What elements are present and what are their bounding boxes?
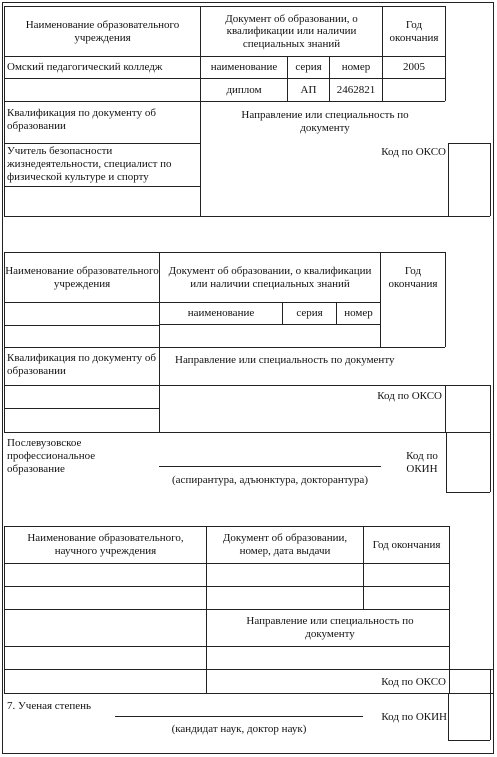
header-year: Год окончания <box>389 18 439 44</box>
header-document: Документ об образовании, номер, дата выдачи <box>222 532 348 557</box>
document-number: 2462821 <box>336 83 376 96</box>
header-document: Документ об образовании, о квалификации или наличии специальных знаний <box>168 264 372 290</box>
postgrad-label: Послевузовское профессиональное образование <box>7 437 96 476</box>
header-direction: Направление или специальность по документу <box>241 109 409 134</box>
okin-code-label: Код по ОКИН <box>381 711 447 723</box>
degree-label: 7. Ученая степень <box>7 700 92 712</box>
header-institution: Наименование образовательного, научного учреждения <box>27 532 184 557</box>
document-name: диплом <box>226 83 262 96</box>
label-seria: серия <box>295 61 322 74</box>
degree-hint: (кандидат наук, доктор наук) <box>171 723 307 735</box>
header-direction: Направление или специальность по документу <box>246 615 414 640</box>
okso-code-label: Код по ОКСО <box>377 390 442 402</box>
institution-name: Омский педагогический колледж <box>7 61 163 73</box>
label-nomer: номер <box>344 307 373 320</box>
header-year: Год окончания <box>372 538 441 551</box>
header-qualification: Квалификация по документу об образовании <box>7 352 156 378</box>
label-naimenovanie: наименование <box>210 61 278 74</box>
okin-code-label: Код по ОКИН <box>406 450 438 476</box>
label-nomer: номер <box>341 61 371 74</box>
header-qualification: Квалификация по документу об образовании <box>7 107 156 133</box>
label-seria: серия <box>296 307 323 320</box>
label-naimenovanie: наименование <box>187 307 255 320</box>
okso-code-label: Код по ОКСО <box>381 146 446 158</box>
document-series: АП <box>300 83 317 96</box>
header-document: Документ об образовании, о квалификации или наличии специальных знаний <box>225 12 358 50</box>
header-direction: Направление или специальность по документу <box>175 354 395 366</box>
header-institution: Наименование образовательного учреждения <box>25 18 180 44</box>
header-institution: Наименование образовательного учреждения <box>5 264 159 290</box>
qualification-value: Учитель безопасности жизнедеятельности, специалист по физической культуре и спорту <box>7 145 172 184</box>
okso-code-label: Код по ОКСО <box>381 676 446 688</box>
graduation-year: 2005 <box>403 60 425 73</box>
header-year: Год окончания <box>388 264 438 290</box>
postgrad-hint: (аспирантура, адъюнктура, докторантура) <box>172 474 368 486</box>
